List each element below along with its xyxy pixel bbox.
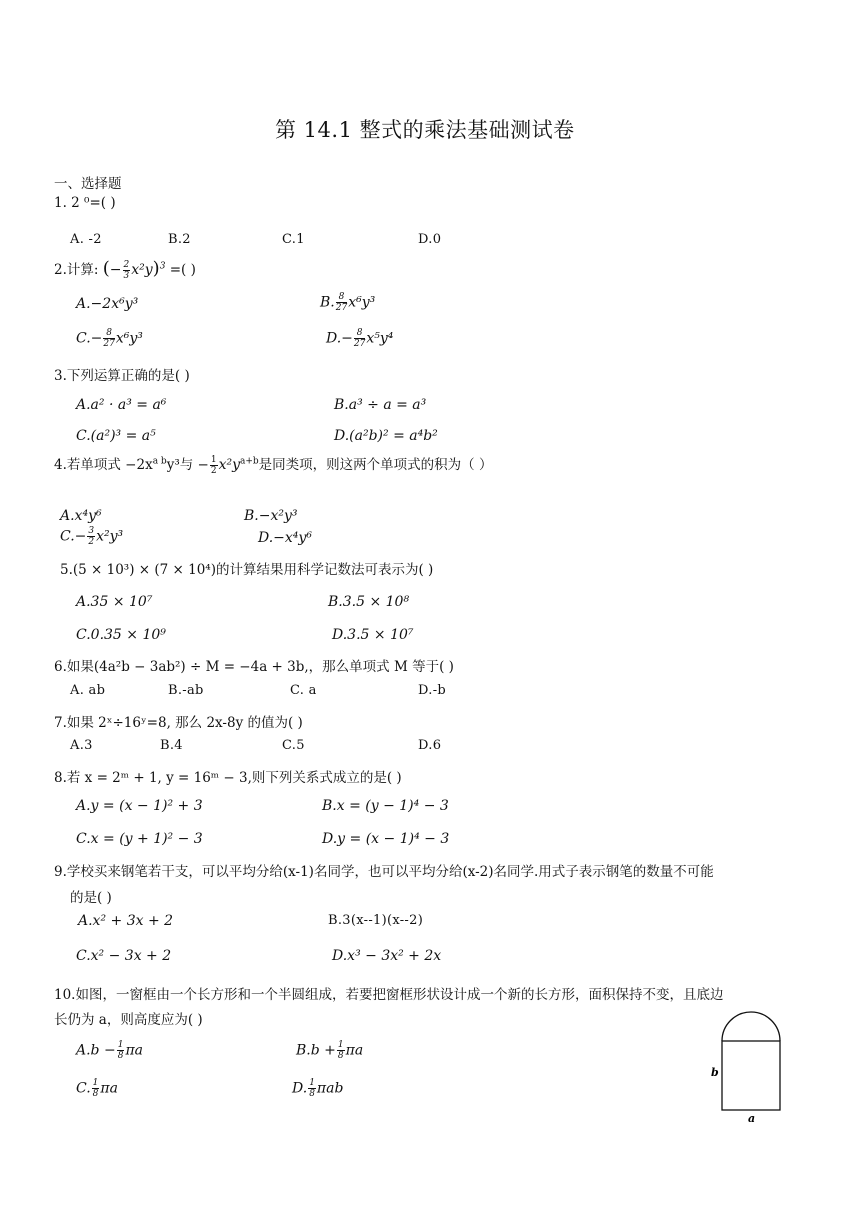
q9-option-a: A.x² + 3x + 2 <box>78 913 174 929</box>
q6-option-c: C. a <box>290 683 317 698</box>
q3-stem: 3.下列运算正确的是( ) <box>54 368 190 384</box>
q10-d-fraction: $\frac{1}{8}$ <box>309 1078 315 1099</box>
q4-option-c: C.− $\frac{3}{2}$ x²y³ <box>60 526 124 547</box>
section-heading: 一、选择题 <box>54 176 122 192</box>
q9-stem-line2: 的是( ) <box>70 890 112 906</box>
q10-option-c: C. $\frac{1}{8}$ πa <box>76 1078 118 1099</box>
q4-option-b: B.−x²y³ <box>244 508 298 524</box>
q3-option-a: A.a² · a³ = a⁶ <box>76 397 167 413</box>
q2-option-c: C.− $\frac{8}{27}$ x⁶y³ <box>76 328 143 349</box>
q1-option-a: A. -2 <box>70 232 102 247</box>
q4-half-fraction: $\frac{1}{2}$ <box>210 455 217 476</box>
semicircle-top <box>722 1012 780 1041</box>
q3-option-d: D.(a²b)² = a⁴b² <box>334 428 438 444</box>
q8-option-c: C.x = (y + 1)² − 3 <box>76 831 203 847</box>
q8-option-a: A.y = (x − 1)² + 3 <box>76 798 203 814</box>
q7-option-b: B.4 <box>160 738 183 753</box>
q1-option-b: B.2 <box>168 232 191 247</box>
q2-stem <box>54 258 196 281</box>
q5-option-d: D.3.5 × 10⁷ <box>332 627 414 643</box>
q10-c-fraction: $\frac{1}{8}$ <box>92 1078 99 1099</box>
window-frame-figure <box>700 1008 800 1128</box>
q2-option-d: D.− $\frac{8}{27}$ x⁵y⁴ <box>326 328 394 349</box>
q9-option-c: C.x² − 3x + 2 <box>76 948 172 964</box>
q2-d-fraction: $\frac{8}{27}$ <box>353 328 366 349</box>
q2-b-fraction: $\frac{8}{27}$ <box>335 292 348 313</box>
q5-stem: 5.(5 × 10³) × (7 × 10⁴)的计算结果用科学记数法可表示为( ) <box>60 562 434 578</box>
q9-option-d: D.x³ − 3x² + 2x <box>332 948 442 964</box>
q10-stem-line2: 长仍为 a，则高度应为( ) <box>54 1012 203 1028</box>
q2-expression: (− $\frac{2}{3}$ x²y)$^3$ <box>102 258 166 281</box>
q1-option-c: C.1 <box>282 232 305 247</box>
q2-stem-suffix: =( ) <box>169 262 196 278</box>
q2-option-a: A.−2x⁶y³ <box>76 296 139 312</box>
q6-option-d: D.-b <box>418 683 447 698</box>
label-a: a <box>748 1112 756 1125</box>
q3-option-c: C.(a²)³ = a⁵ <box>76 428 156 444</box>
page-title: 第 14.1 整式的乘法基础测试卷 <box>275 118 575 142</box>
q4-stem: 4.若单项式 $-2x^{a b}y^3$与 − $\frac{1}{2}$ $x^2y^{a+b}$是同类项，则这两个单项式的积为（ ） <box>54 455 493 476</box>
q7-stem: 7.如果 2ˣ÷16ʸ=8, 那么 2x-8y 的值为( ) <box>54 715 303 731</box>
q10-stem-line1: 10.如图，一窗框由一个长方形和一个半圆组成，若要把窗框形状设计成一个新的长方形，面积保持不变，且底边 <box>54 987 724 1003</box>
q8-option-d: D.y = (x − 1)⁴ − 3 <box>322 831 450 847</box>
q5-option-a: A.35 × 10⁷ <box>76 594 153 610</box>
q7-option-c: C.5 <box>282 738 305 753</box>
q6-option-b: B.-ab <box>168 683 204 698</box>
q4-option-d: D.−x⁴y⁶ <box>258 530 312 546</box>
q2-fraction: $\frac{2}{3}$ <box>123 259 130 281</box>
q7-option-d: D.6 <box>418 738 442 753</box>
q8-option-b: B.x = (y − 1)⁴ − 3 <box>322 798 449 814</box>
q2-stem-prefix: 2.计算: <box>54 262 99 278</box>
q10-b-fraction: $\frac{1}{8}$ <box>337 1040 344 1061</box>
q5-option-b: B.3.5 × 10⁸ <box>328 594 410 610</box>
rectangle-body <box>722 1041 780 1110</box>
q10-option-d: D. $\frac{1}{8}$ πab <box>292 1078 344 1099</box>
q9-stem-line1: 9.学校买来钢笔若干支，可以平均分给(x-1)名同学，也可以平均分给(x-2)名同学.用式子表示钢笔的数量不可能 <box>54 864 714 880</box>
label-b: b <box>711 1066 719 1079</box>
q4-option-a: A.x⁴y⁶ <box>60 508 102 524</box>
q10-option-a: A.b − $\frac{1}{8}$ πa <box>76 1040 143 1061</box>
q10-option-b: B.b + $\frac{1}{8}$ πa <box>296 1040 364 1061</box>
q9-option-b: B.3(x--1)(x--2) <box>328 913 424 928</box>
q10-a-fraction: $\frac{1}{8}$ <box>117 1040 124 1061</box>
q6-stem: 6.如果(4a²b − 3ab²) ÷ M = −4a + 3b,，那么单项式 M 等于( ) <box>54 659 454 675</box>
q1-option-d: D.0 <box>418 232 442 247</box>
q1-stem: 1. 2 ⁰=( ) <box>54 195 116 211</box>
q2-option-b: B. $\frac{8}{27}$ x⁶y³ <box>320 292 376 313</box>
q5-option-c: C.0.35 × 10⁹ <box>76 627 166 643</box>
q3-option-b: B.a³ ÷ a = a³ <box>334 397 427 413</box>
q2-c-fraction: $\frac{8}{27}$ <box>103 328 115 349</box>
q4-c-fraction: $\frac{3}{2}$ <box>88 526 95 547</box>
q8-stem: 8.若 x = 2ᵐ + 1, y = 16ᵐ − 3,则下列关系式成立的是( ) <box>54 770 402 786</box>
q7-option-a: A.3 <box>70 738 93 753</box>
q6-option-a: A. ab <box>70 683 106 698</box>
